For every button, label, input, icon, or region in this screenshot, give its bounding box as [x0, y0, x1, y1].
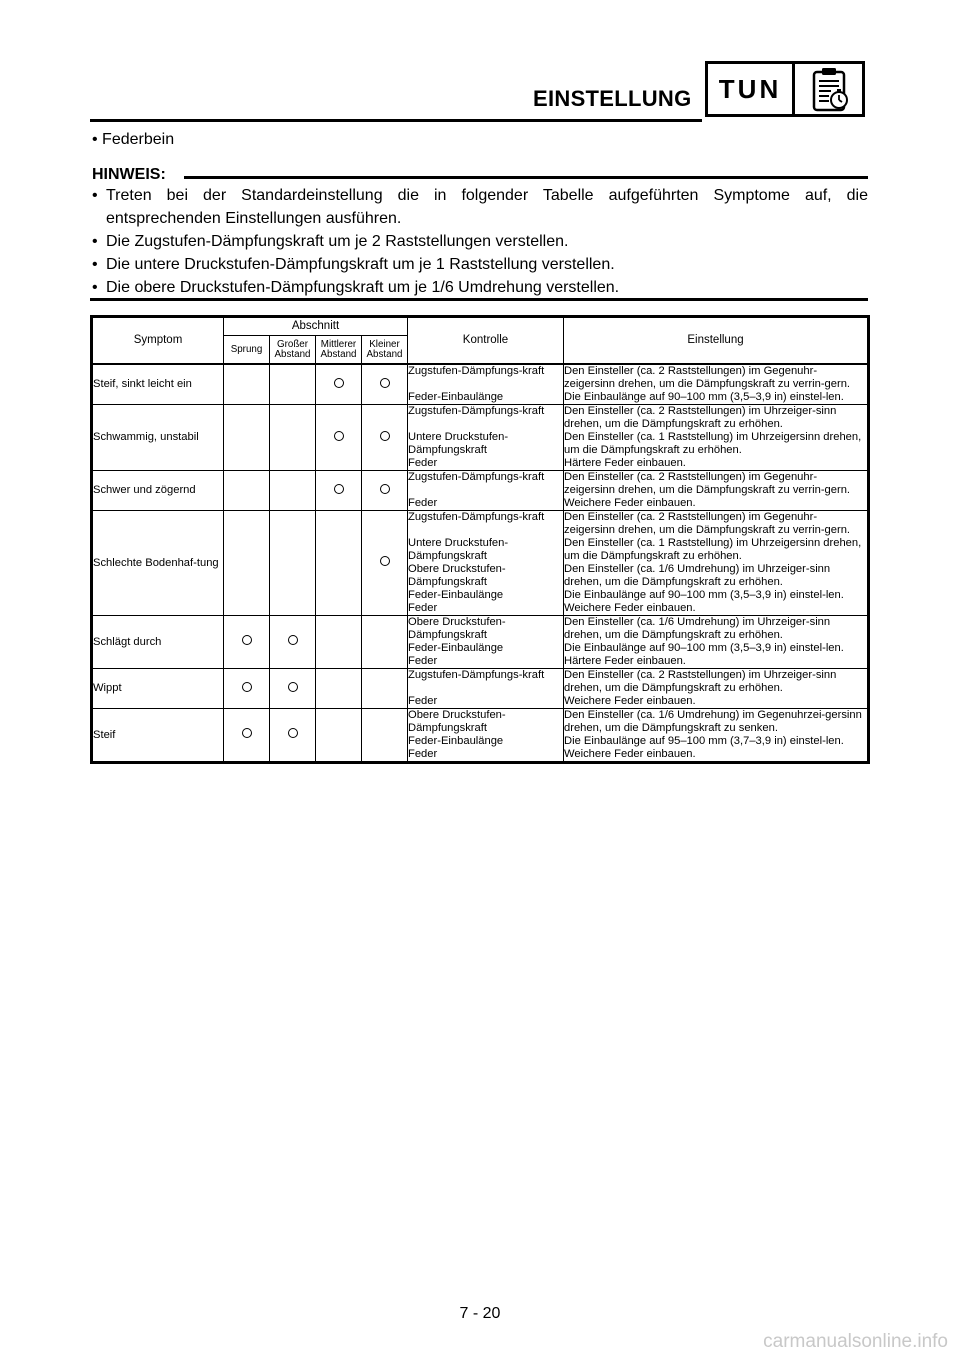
einstellung-cell: Den Einsteller (ca. 1 Raststellung) im Uhrzeigersinn drehen, um die Dämpfungskraft zu erhöhen. [564, 431, 869, 457]
clipboard-stopwatch-icon [795, 64, 862, 114]
kontrolle-cell: Feder-Einbaulänge [408, 391, 564, 405]
header-mittel-line1: Mittlerer [320, 338, 357, 350]
header-sprung [224, 336, 270, 365]
kontrolle-cell: Feder-Einbaulänge [408, 735, 564, 748]
header-rule [90, 119, 702, 122]
mark-cell [316, 616, 362, 669]
mark-cell [362, 364, 408, 405]
kontrolle-cell: Obere Druckstufen-Dämpfungskraft [408, 563, 564, 589]
section-tab [705, 61, 865, 117]
circle-mark-icon [242, 728, 252, 738]
mark-cell [224, 709, 270, 763]
einstellung-cell: Den Einsteller (ca. 2 Raststellungen) im Gegenuhr-zeigersinn drehen, um die Dämpfungskraft zu verrin-gern. [564, 511, 869, 538]
header-gross-line2: Abstand [274, 348, 311, 360]
note-item: • Die Zugstufen-Dämpfungskraft um je 2 Raststellungen verstellen. [92, 230, 868, 253]
mark-cell [224, 669, 270, 709]
einstellung-cell: Die Einbaulänge auf 90–100 mm (3,5–3,9 in) einstel-len. [564, 391, 869, 405]
symptom-cell: Schlägt durch [92, 616, 224, 669]
kontrolle-cell: Feder [408, 497, 564, 511]
einstellung-cell: Die Einbaulänge auf 90–100 mm (3,5–3,9 in) einstel-len. [564, 642, 869, 655]
einstellung-cell: Die Einbaulänge auf 90–100 mm (3,5–3,9 in) einstel-len. [564, 589, 869, 602]
note-item: • Treten bei der Standardeinstellung die in folgender Tabelle aufgeführten Symptome auf, die entsprechenden Einstellungen ausführen. [92, 184, 868, 230]
einstellung-cell: Den Einsteller (ca. 2 Raststellungen) im Uhrzeiger-sinn drehen, um die Dämpfungskraft zu erhöhen. [564, 669, 869, 696]
symptom-cell: Steif, sinkt leicht ein [92, 364, 224, 405]
table-row [92, 471, 869, 498]
mark-cell [270, 709, 316, 763]
mark-cell [270, 511, 316, 616]
symptom-cell: Schlechte Bodenhaf-tung [92, 511, 224, 616]
circle-mark-icon [334, 378, 344, 388]
header-klein-line1: Kleiner [369, 338, 400, 350]
kontrolle-cell: Obere Druckstufen-Dämpfungskraft [408, 616, 564, 643]
notes-rule [90, 298, 868, 301]
circle-mark-icon [288, 635, 298, 645]
kontrolle-cell: Untere Druckstufen-Dämpfungskraft [408, 431, 564, 457]
einstellung-cell: Den Einsteller (ca. 2 Raststellungen) im Gegenuhr-zeigersinn drehen, um die Dämpfungskraft zu verrin-gern. [564, 364, 869, 391]
note-item: • Die untere Druckstufen-Dämpfungskraft um je 1 Raststellung verstellen. [92, 253, 868, 276]
header-kontrolle: Kontrolle [408, 317, 564, 365]
mark-cell [316, 405, 362, 471]
kontrolle-cell: Zugstufen-Dämpfungs-kraft [408, 511, 564, 538]
einstellung-cell: Den Einsteller (ca. 1/6 Umdrehung) im Uhrzeiger-sinn drehen, um die Dämpfungskraft zu erhöhen. [564, 563, 869, 589]
einstellung-cell: Weichere Feder einbauen. [564, 748, 869, 763]
mark-cell [316, 511, 362, 616]
table-row [92, 405, 869, 432]
table-row [92, 669, 869, 696]
kontrolle-cell: Feder-Einbaulänge [408, 589, 564, 602]
page-number: 7 - 20 [459, 1305, 501, 1322]
circle-mark-icon [334, 484, 344, 494]
header-gross [270, 336, 316, 365]
einstellung-cell: Den Einsteller (ca. 1 Raststellung) im Uhrzeigersinn drehen, um die Dämpfungskraft zu erhöhen. [564, 537, 869, 563]
einstellung-cell: Den Einsteller (ca. 2 Raststellungen) im Gegenuhr-zeigersinn drehen, um die Dämpfungskraft zu verrin-gern. [564, 471, 869, 498]
circle-mark-icon [288, 728, 298, 738]
mark-cell [316, 471, 362, 511]
circle-mark-icon [242, 635, 252, 645]
mark-cell [224, 511, 270, 616]
circle-mark-icon [288, 682, 298, 692]
hinweis-notes [92, 184, 868, 299]
mark-cell [316, 669, 362, 709]
mark-cell [224, 616, 270, 669]
einstellung-cell: Weichere Feder einbauen. [564, 602, 869, 616]
watermark: carmanualsonline.info [763, 1331, 948, 1352]
einstellung-cell: Den Einsteller (ca. 1/6 Umdrehung) im Uhrzeiger-sinn drehen, um die Dämpfungskraft zu erhöhen. [564, 616, 869, 643]
header-mittel [316, 336, 362, 365]
einstellung-cell: Weichere Feder einbauen. [564, 695, 869, 709]
mark-cell [362, 616, 408, 669]
einstellung-cell: Den Einsteller (ca. 2 Raststellungen) im Uhrzeiger-sinn drehen, um die Dämpfungskraft zu erhöhen. [564, 405, 869, 432]
kontrolle-cell: Zugstufen-Dämpfungs-kraft [408, 471, 564, 498]
header-symptom: Symptom [92, 317, 224, 365]
kontrolle-cell: Zugstufen-Dämpfungs-kraft [408, 364, 564, 391]
symptom-cell: Wippt [92, 669, 224, 709]
hinweis-label: HINWEIS: [92, 166, 166, 183]
circle-mark-icon [334, 431, 344, 441]
page-title: EINSTELLUNG [533, 86, 692, 111]
intro-bullet-text: Federbein [102, 131, 175, 148]
circle-mark-icon [380, 484, 390, 494]
mark-cell [270, 616, 316, 669]
einstellung-cell: Härtere Feder einbauen. [564, 457, 869, 471]
kontrolle-cell: Zugstufen-Dämpfungs-kraft [408, 405, 564, 432]
symptom-cell: Steif [92, 709, 224, 763]
mark-cell [362, 511, 408, 616]
symptom-cell: Schwer und zögernd [92, 471, 224, 511]
table-body [92, 364, 869, 763]
circle-mark-icon [380, 556, 390, 566]
kontrolle-cell: Feder [408, 655, 564, 669]
header-sprung-label: Sprung [230, 343, 263, 355]
mark-cell [270, 364, 316, 405]
mark-cell [224, 364, 270, 405]
header-mittel-line2: Abstand [320, 348, 357, 360]
mark-cell [316, 709, 362, 763]
note-item: • Die obere Druckstufen-Dämpfungskraft um je 1/6 Umdrehung verstellen. [92, 276, 868, 299]
mark-cell [362, 471, 408, 511]
mark-cell [224, 471, 270, 511]
header-abschnitt: Abschnitt [224, 317, 408, 336]
kontrolle-cell: Feder [408, 695, 564, 709]
circle-mark-icon [242, 682, 252, 692]
mark-cell [224, 405, 270, 471]
table-row [92, 364, 869, 391]
kontrolle-cell: Feder [408, 457, 564, 471]
header-klein-line2: Abstand [366, 348, 403, 360]
kontrolle-cell: Obere Druckstufen-Dämpfungskraft [408, 709, 564, 736]
mark-cell [270, 471, 316, 511]
einstellung-cell: Härtere Feder einbauen. [564, 655, 869, 669]
adjustment-table [90, 315, 870, 764]
header-gross-line1: Großer [276, 338, 309, 350]
einstellung-cell: Weichere Feder einbauen. [564, 497, 869, 511]
intro-bullet: • Federbein [92, 131, 175, 148]
einstellung-cell: Die Einbaulänge auf 95–100 mm (3,7–3,9 in) einstel-len. [564, 735, 869, 748]
kontrolle-cell: Feder-Einbaulänge [408, 642, 564, 655]
mark-cell [316, 364, 362, 405]
hinweis-rule [184, 176, 868, 179]
table-row [92, 616, 869, 643]
circle-mark-icon [380, 378, 390, 388]
mark-cell [270, 405, 316, 471]
circle-mark-icon [380, 431, 390, 441]
table-row [92, 709, 869, 736]
table-row [92, 511, 869, 538]
mark-cell [270, 669, 316, 709]
einstellung-cell: Den Einsteller (ca. 1/6 Umdrehung) im Gegenuhrzei-gersinn drehen, um die Dämpfungskraft zu senken. [564, 709, 869, 736]
header-einstellung: Einstellung [564, 317, 869, 365]
kontrolle-cell: Zugstufen-Dämpfungs-kraft [408, 669, 564, 696]
mark-cell [362, 669, 408, 709]
symptom-cell: Schwammig, unstabil [92, 405, 224, 471]
section-tab-label: TUN [708, 64, 795, 114]
mark-cell [362, 405, 408, 471]
kontrolle-cell: Feder [408, 602, 564, 616]
header-klein [362, 336, 408, 365]
kontrolle-cell: Feder [408, 748, 564, 763]
kontrolle-cell: Untere Druckstufen-Dämpfungskraft [408, 537, 564, 563]
mark-cell [362, 709, 408, 763]
